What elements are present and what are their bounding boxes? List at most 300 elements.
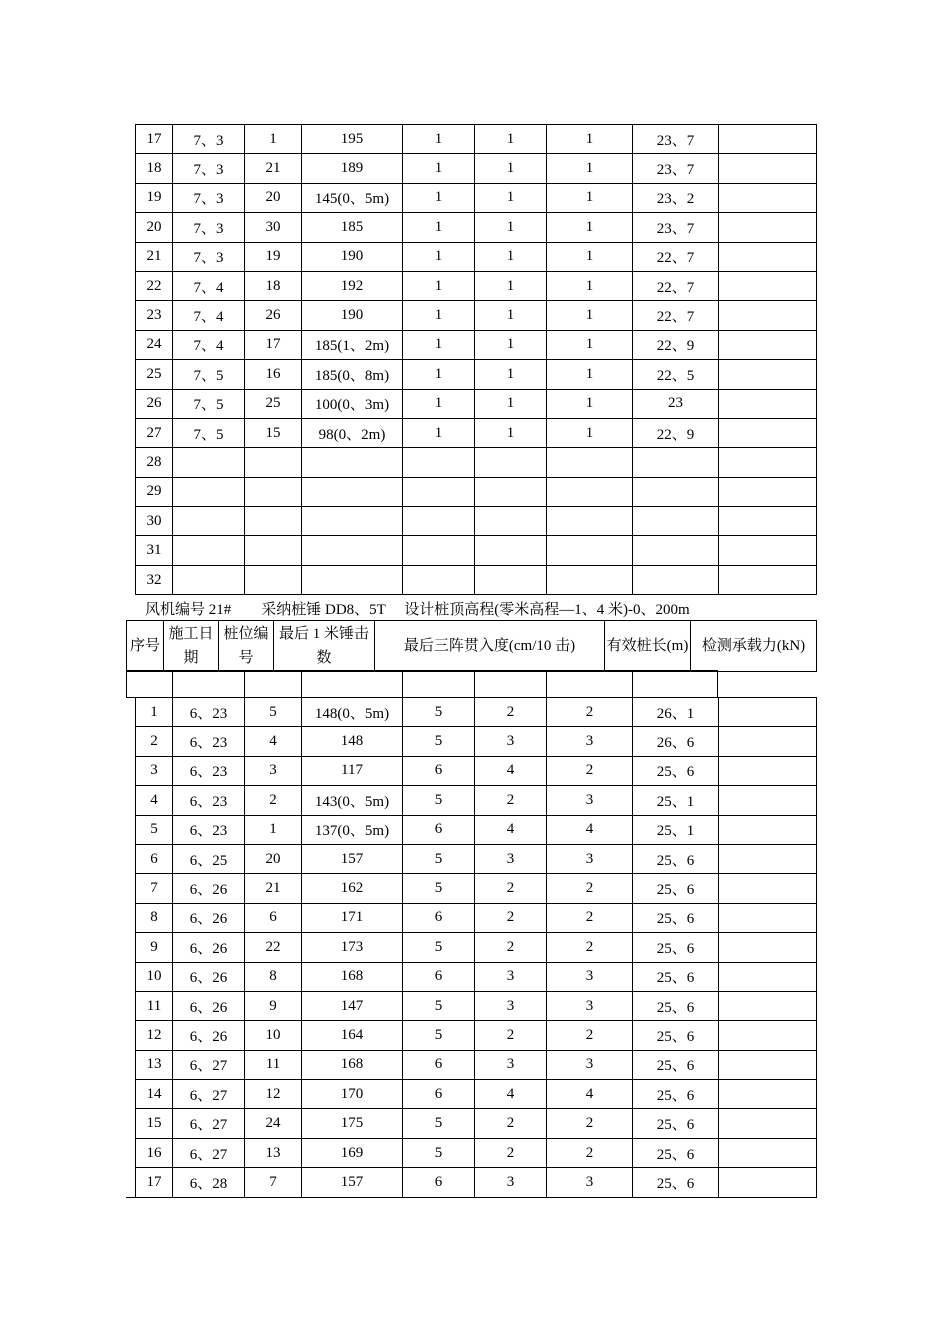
table-cell: 25 — [245, 389, 302, 418]
table-cell: 1 — [403, 125, 475, 154]
table-cell: 6、27 — [173, 1138, 245, 1167]
table-cell: 27 — [136, 418, 173, 447]
table-cell: 25、6 — [633, 874, 719, 903]
table-cell: 12 — [245, 1080, 302, 1109]
table-cell: 2 — [475, 786, 547, 815]
table-cell — [245, 507, 302, 536]
table-cell: 6 — [403, 815, 475, 844]
table-row — [136, 1109, 817, 1138]
table-cell: 2 — [547, 874, 633, 903]
table-cell: 5 — [403, 933, 475, 962]
table-cell: 4 — [547, 815, 633, 844]
table-cell: 1 — [403, 389, 475, 418]
table-cell: 173 — [302, 933, 403, 962]
table-cell — [719, 389, 817, 418]
table-cell: 26、6 — [633, 727, 719, 756]
table-cell: 25、6 — [633, 1138, 719, 1167]
table-cell — [245, 448, 302, 477]
table-cell: 25、6 — [633, 844, 719, 873]
table-cell — [245, 565, 302, 594]
table-cell: 1 — [475, 389, 547, 418]
table-cell: 22 — [245, 933, 302, 962]
table-cell: 9 — [245, 991, 302, 1020]
table-cell: 1 — [245, 125, 302, 154]
table-cell: 15 — [245, 418, 302, 447]
table-cell: 23 — [136, 301, 173, 330]
table-cell: 3 — [547, 786, 633, 815]
table-cell: 25、1 — [633, 786, 719, 815]
table-cell — [719, 903, 817, 932]
table-cell: 168 — [302, 1050, 403, 1079]
table-cell: 1 — [403, 271, 475, 300]
table-cell: 3 — [475, 844, 547, 873]
table-cell: 157 — [302, 844, 403, 873]
table-cell — [302, 477, 403, 506]
table-cell — [719, 154, 817, 183]
table-cell: 164 — [302, 1021, 403, 1050]
table-cell: 185 — [302, 213, 403, 242]
table-cell: 7、4 — [173, 301, 245, 330]
table-cell: 7、4 — [173, 330, 245, 359]
table-cell: 1 — [547, 242, 633, 271]
table-cell: 1 — [403, 183, 475, 212]
table-cell — [302, 507, 403, 536]
table-cell: 192 — [302, 271, 403, 300]
table-cell: 4 — [475, 756, 547, 785]
table-cell: 22、7 — [633, 301, 719, 330]
table-cell — [475, 536, 547, 565]
table-cell — [719, 301, 817, 330]
table-cell — [719, 213, 817, 242]
table-cell — [547, 565, 633, 594]
header-subrow-cells — [127, 671, 718, 698]
table-cell: 171 — [302, 903, 403, 932]
table-cell — [719, 125, 817, 154]
table-cell: 15 — [136, 1109, 173, 1138]
table-cell: 5 — [403, 786, 475, 815]
table-cell: 6、26 — [173, 991, 245, 1020]
table-cell: 6 — [403, 756, 475, 785]
table-cell: 1 — [475, 418, 547, 447]
table-cell — [719, 727, 817, 756]
table-cell: 4 — [136, 786, 173, 815]
table-cell: 2 — [547, 698, 633, 727]
table-cell: 6、23 — [173, 727, 245, 756]
table-cell: 6、26 — [173, 874, 245, 903]
table-cell: 8 — [136, 903, 173, 932]
table-cell: 6、23 — [173, 786, 245, 815]
table-cell: 30 — [245, 213, 302, 242]
table-cell: 25、6 — [633, 756, 719, 785]
table-cell — [719, 448, 817, 477]
header-pile-no: 桩位编号 — [219, 621, 274, 672]
table-cell: 25、6 — [633, 933, 719, 962]
table-cell — [173, 507, 245, 536]
header-seq: 序号 — [127, 621, 164, 672]
table-cell: 7、4 — [173, 271, 245, 300]
table-cell: 170 — [302, 1080, 403, 1109]
table-cell: 1 — [403, 154, 475, 183]
table-cell — [719, 536, 817, 565]
table-cell: 3 — [136, 756, 173, 785]
table-cell: 5 — [245, 698, 302, 727]
table-cell: 98(0、2m) — [302, 418, 403, 447]
table-cell: 9 — [136, 933, 173, 962]
table-cell: 22、5 — [633, 360, 719, 389]
table-cell: 2 — [475, 698, 547, 727]
table-cell — [173, 448, 245, 477]
table-cell: 3 — [547, 727, 633, 756]
table-cell: 2 — [475, 874, 547, 903]
table-row — [136, 815, 817, 844]
table-cell: 6 — [245, 903, 302, 932]
table-cell: 5 — [403, 1109, 475, 1138]
table-cell: 20 — [136, 213, 173, 242]
table-cell: 148(0、5m) — [302, 698, 403, 727]
table-cell: 22、9 — [633, 418, 719, 447]
table-row — [136, 271, 817, 300]
table-cell — [633, 536, 719, 565]
table-cell — [547, 507, 633, 536]
table-cell: 5 — [136, 815, 173, 844]
table-cell: 7、3 — [173, 154, 245, 183]
table-cell: 23、2 — [633, 183, 719, 212]
table-row — [136, 418, 817, 447]
table-cell: 5 — [403, 1138, 475, 1167]
table-row — [136, 360, 817, 389]
table-cell: 2 — [547, 756, 633, 785]
table-cell: 2 — [475, 903, 547, 932]
table-row — [136, 1138, 817, 1167]
table-row — [136, 1021, 817, 1050]
table-cell: 5 — [403, 698, 475, 727]
table-cell: 10 — [245, 1021, 302, 1050]
table-cell: 30 — [136, 507, 173, 536]
table-cell: 13 — [136, 1050, 173, 1079]
table-cell: 4 — [475, 1080, 547, 1109]
table-cell: 6、25 — [173, 844, 245, 873]
table-cell: 7、3 — [173, 242, 245, 271]
table-cell: 1 — [403, 360, 475, 389]
table-cell — [719, 991, 817, 1020]
table-cell — [719, 1168, 817, 1197]
table-cell: 5 — [403, 991, 475, 1020]
table-cell: 7、5 — [173, 389, 245, 418]
table-cell: 24 — [136, 330, 173, 359]
table-cell: 25、6 — [633, 1021, 719, 1050]
table-cell: 2 — [475, 1109, 547, 1138]
table-edge-mark — [126, 1197, 135, 1198]
table-row — [136, 727, 817, 756]
table-cell: 1 — [547, 360, 633, 389]
table-row — [136, 242, 817, 271]
table-cell: 1 — [547, 301, 633, 330]
table-cell: 12 — [136, 1021, 173, 1050]
table-cell: 24 — [245, 1109, 302, 1138]
table-cell — [719, 1080, 817, 1109]
table-cell — [719, 507, 817, 536]
table-cell: 5 — [403, 844, 475, 873]
table-cell: 1 — [547, 389, 633, 418]
table-cell: 6、23 — [173, 756, 245, 785]
table-cell: 1 — [475, 242, 547, 271]
table-cell: 25、6 — [633, 1080, 719, 1109]
table-cell: 21 — [245, 154, 302, 183]
table-cell: 190 — [302, 301, 403, 330]
table-cell: 185(0、8m) — [302, 360, 403, 389]
table-cell: 22、7 — [633, 242, 719, 271]
table-cell: 1 — [403, 242, 475, 271]
table-cell: 2 — [547, 1138, 633, 1167]
turbine-caption: 风机编号 21# 采纳桩锤 DD8、5T 设计桩顶高程(零米高程—1、4 米)-0、200m — [145, 602, 690, 618]
table-cell: 5 — [403, 727, 475, 756]
table-cell — [302, 536, 403, 565]
table-cell: 20 — [245, 844, 302, 873]
table-cell — [719, 183, 817, 212]
table-cell — [719, 418, 817, 447]
table-cell — [547, 536, 633, 565]
pile-record-table-21 — [135, 697, 817, 1198]
table-cell: 13 — [245, 1138, 302, 1167]
table-cell: 31 — [136, 536, 173, 565]
table-cell: 1 — [475, 154, 547, 183]
table-cell — [547, 448, 633, 477]
table-cell: 18 — [245, 271, 302, 300]
table-cell: 17 — [245, 330, 302, 359]
table-row — [136, 477, 817, 506]
table-cell: 2 — [547, 933, 633, 962]
table-row — [136, 933, 817, 962]
table-cell: 6、26 — [173, 933, 245, 962]
table-cell: 6、23 — [173, 815, 245, 844]
table-cell: 5 — [403, 1021, 475, 1050]
table-cell — [403, 507, 475, 536]
table-cell — [719, 1138, 817, 1167]
table-cell: 11 — [136, 991, 173, 1020]
table-cell — [719, 477, 817, 506]
table-cell: 1 — [475, 125, 547, 154]
table-cell — [302, 448, 403, 477]
table-cell: 1 — [475, 360, 547, 389]
table-cell: 6、27 — [173, 1080, 245, 1109]
table-cell: 19 — [245, 242, 302, 271]
table-cell — [403, 448, 475, 477]
table-cell: 26 — [245, 301, 302, 330]
table-cell: 6、23 — [173, 698, 245, 727]
table-cell: 26、1 — [633, 698, 719, 727]
table-cell: 7 — [245, 1168, 302, 1197]
table-cell: 6 — [403, 1050, 475, 1079]
table-cell: 28 — [136, 448, 173, 477]
table-row — [136, 786, 817, 815]
table-cell: 117 — [302, 756, 403, 785]
table-cell: 1 — [475, 271, 547, 300]
table-cell: 1 — [547, 330, 633, 359]
table-row — [136, 1168, 817, 1197]
table-row — [136, 536, 817, 565]
table-cell: 21 — [136, 242, 173, 271]
table-cell: 26 — [136, 389, 173, 418]
table-cell: 7、3 — [173, 125, 245, 154]
table-row — [136, 448, 817, 477]
table-cell: 2 — [136, 727, 173, 756]
table-cell: 2 — [245, 786, 302, 815]
table-cell — [719, 271, 817, 300]
table-cell: 3 — [547, 1050, 633, 1079]
table-cell: 168 — [302, 962, 403, 991]
table-cell: 3 — [547, 991, 633, 1020]
pile-record-table-continued — [135, 124, 817, 595]
table-cell: 11 — [245, 1050, 302, 1079]
table-cell — [719, 1021, 817, 1050]
header-row — [127, 621, 817, 672]
table-cell: 6、26 — [173, 903, 245, 932]
table-cell: 1 — [547, 271, 633, 300]
table-cell: 17 — [136, 125, 173, 154]
table-cell: 2 — [475, 1021, 547, 1050]
table-cell: 5 — [403, 874, 475, 903]
table-cell: 18 — [136, 154, 173, 183]
table-row — [136, 565, 817, 594]
table-cell: 23 — [633, 389, 719, 418]
table-cell — [475, 507, 547, 536]
table-cell: 3 — [547, 962, 633, 991]
header-subrow — [126, 670, 718, 698]
table-cell: 6 — [403, 962, 475, 991]
table-cell: 4 — [547, 1080, 633, 1109]
table-cell: 14 — [136, 1080, 173, 1109]
table-cell: 6 — [403, 903, 475, 932]
table-cell: 1 — [245, 815, 302, 844]
table-cell: 175 — [302, 1109, 403, 1138]
table-row — [136, 330, 817, 359]
table-cell: 3 — [475, 1168, 547, 1197]
table-cell: 22、9 — [633, 330, 719, 359]
table-cell: 1 — [403, 418, 475, 447]
table-row — [136, 213, 817, 242]
header-length: 有效桩长(m) — [605, 621, 691, 672]
table-cell — [173, 536, 245, 565]
table-cell — [719, 360, 817, 389]
table-row — [136, 903, 817, 932]
table-cell: 1 — [403, 330, 475, 359]
table-cell — [475, 448, 547, 477]
table-cell: 4 — [245, 727, 302, 756]
table-cell: 17 — [136, 1168, 173, 1197]
table-cell: 6 — [403, 1080, 475, 1109]
table-row — [136, 389, 817, 418]
table-row — [136, 1080, 817, 1109]
table-cell: 6 — [403, 1168, 475, 1197]
table-cell — [719, 330, 817, 359]
table-cell — [719, 1050, 817, 1079]
table-cell: 2 — [547, 903, 633, 932]
table-cell — [633, 507, 719, 536]
table-row — [136, 183, 817, 212]
table-cell: 3 — [547, 844, 633, 873]
table-cell: 2 — [547, 1021, 633, 1050]
table-cell: 1 — [403, 213, 475, 242]
table-cell: 1 — [547, 418, 633, 447]
table-row — [136, 962, 817, 991]
table-cell: 21 — [245, 874, 302, 903]
table-cell: 2 — [475, 1138, 547, 1167]
table-cell: 22、7 — [633, 271, 719, 300]
table-cell: 25、6 — [633, 1109, 719, 1138]
table-cell — [719, 786, 817, 815]
table-cell: 157 — [302, 1168, 403, 1197]
table-cell: 23、7 — [633, 154, 719, 183]
table-cell: 25、6 — [633, 962, 719, 991]
table-cell: 25、6 — [633, 1050, 719, 1079]
table-row — [136, 1050, 817, 1079]
table-cell: 195 — [302, 125, 403, 154]
table-cell: 7、3 — [173, 183, 245, 212]
table-cell: 1 — [547, 183, 633, 212]
table-row — [136, 844, 817, 873]
table-cell — [719, 874, 817, 903]
table-cell — [719, 756, 817, 785]
table-cell: 7 — [136, 874, 173, 903]
table-cell — [403, 477, 475, 506]
table-cell: 3 — [475, 727, 547, 756]
table-cell: 22 — [136, 271, 173, 300]
table-cell: 3 — [245, 756, 302, 785]
table-row — [136, 991, 817, 1020]
table-cell — [719, 962, 817, 991]
table-cell: 1 — [547, 154, 633, 183]
header-capacity: 检测承载力(kN) — [691, 621, 817, 672]
table-cell — [719, 242, 817, 271]
table-cell — [719, 933, 817, 962]
table-cell: 3 — [475, 1050, 547, 1079]
table-cell: 190 — [302, 242, 403, 271]
table-cell: 6、27 — [173, 1050, 245, 1079]
table-cell — [475, 565, 547, 594]
table-cell: 23、7 — [633, 125, 719, 154]
pile-record-table-header — [126, 620, 817, 672]
table-cell: 2 — [547, 1109, 633, 1138]
table-cell: 7、5 — [173, 360, 245, 389]
table-cell: 6、26 — [173, 1021, 245, 1050]
table-cell: 1 — [475, 301, 547, 330]
table-cell: 145(0、5m) — [302, 183, 403, 212]
table-cell: 148 — [302, 727, 403, 756]
table-cell: 137(0、5m) — [302, 815, 403, 844]
table-cell: 29 — [136, 477, 173, 506]
table-cell: 147 — [302, 991, 403, 1020]
table-cell — [719, 844, 817, 873]
table-cell: 1 — [475, 183, 547, 212]
table-cell — [547, 477, 633, 506]
table-cell — [719, 1109, 817, 1138]
table-cell: 32 — [136, 565, 173, 594]
table-cell: 162 — [302, 874, 403, 903]
table-cell: 1 — [547, 213, 633, 242]
table-cell: 3 — [475, 962, 547, 991]
table-cell: 25、6 — [633, 1168, 719, 1197]
table-cell: 25、6 — [633, 903, 719, 932]
table-cell: 6、28 — [173, 1168, 245, 1197]
table-cell — [633, 565, 719, 594]
table-cell: 143(0、5m) — [302, 786, 403, 815]
table-cell: 4 — [475, 815, 547, 844]
table-cell: 10 — [136, 962, 173, 991]
table-cell — [719, 565, 817, 594]
table-cell: 189 — [302, 154, 403, 183]
table-cell — [475, 477, 547, 506]
table-row — [136, 507, 817, 536]
